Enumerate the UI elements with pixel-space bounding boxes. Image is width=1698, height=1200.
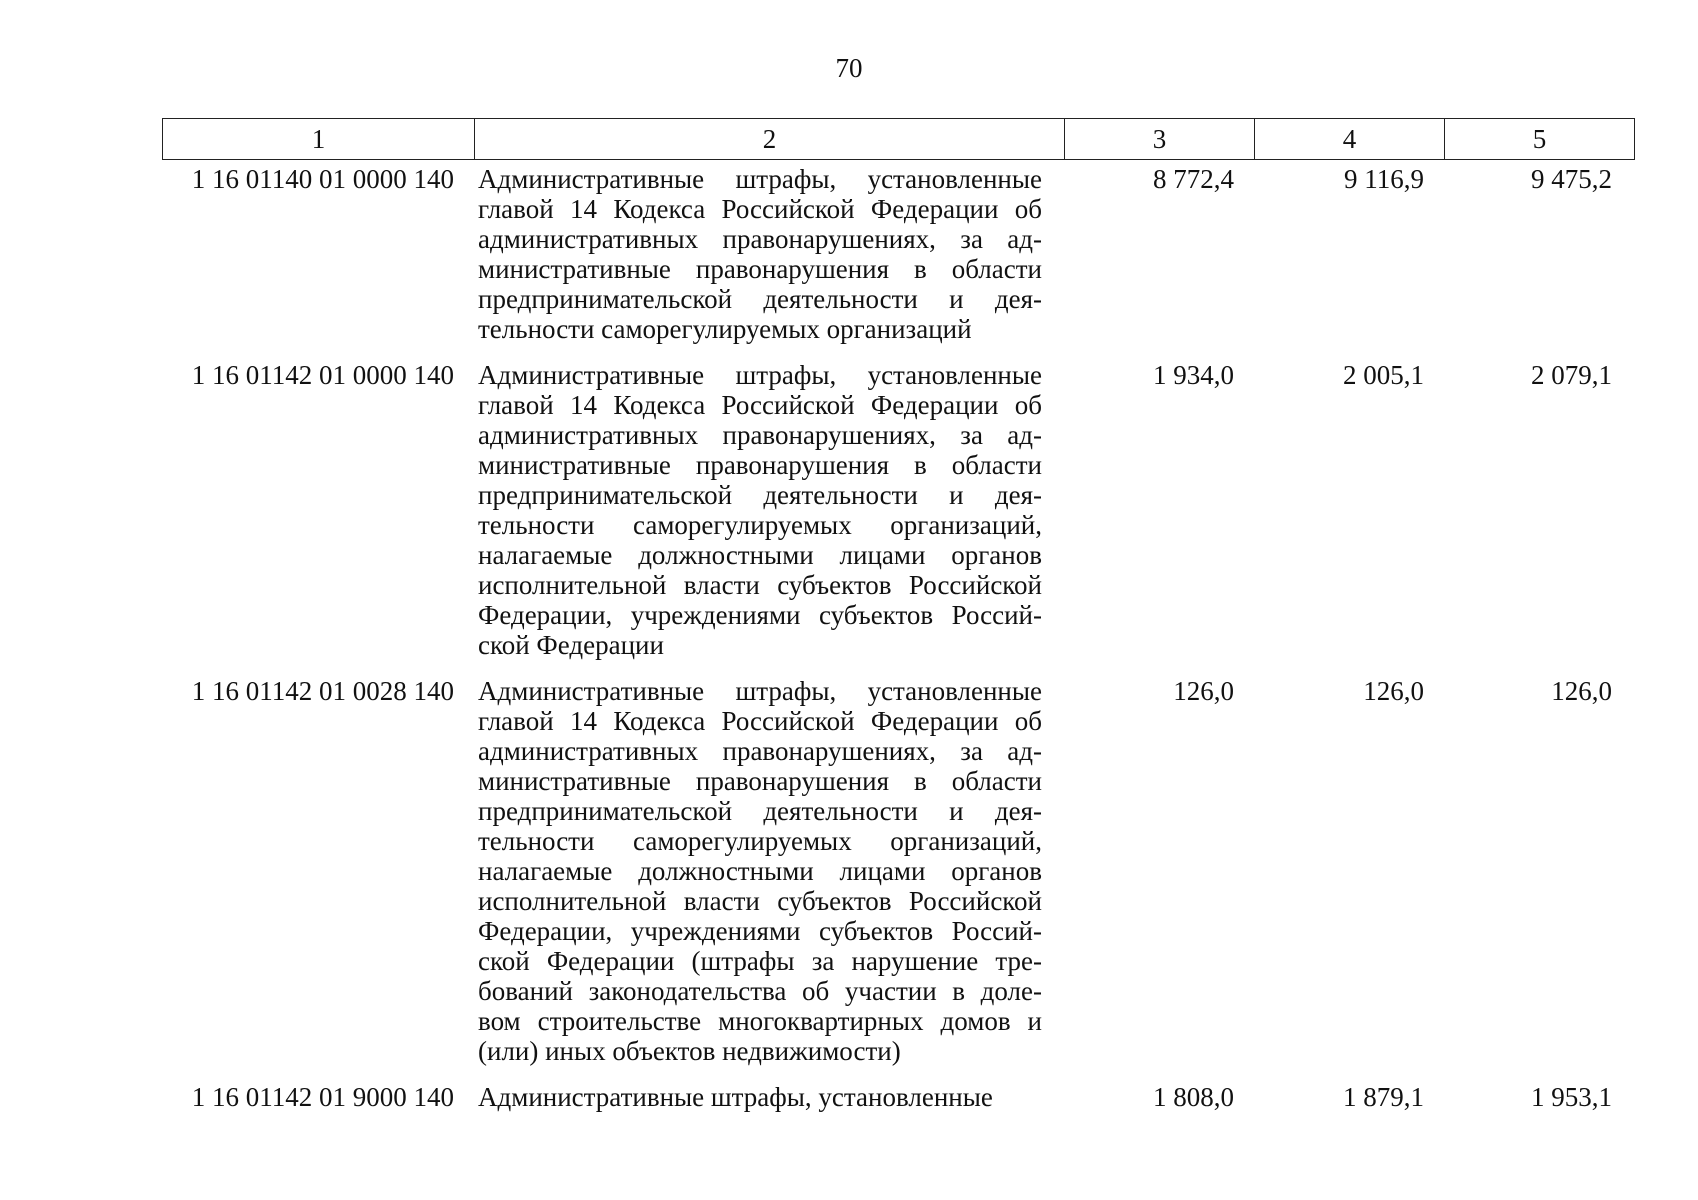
description: [464, 360, 1054, 660]
amount-col-5: 9 475,2: [1531, 164, 1612, 194]
description-line: Административные штрафы, установленные: [478, 1082, 993, 1112]
table-row: [162, 164, 1637, 344]
description-line: министративные правонарушения в области: [478, 450, 1042, 480]
description-line: административных правонарушениях, за ад-: [478, 224, 1042, 254]
description: [464, 1082, 1054, 1112]
amount-col-4: 1 879,1: [1343, 1082, 1424, 1112]
description: [464, 676, 1054, 1066]
budget-code: 1 16 01140 01 0000 140: [191, 164, 454, 194]
amount-col-5: 126,0: [1551, 676, 1612, 706]
description-line: предпринимательской деятельности и дея-: [478, 796, 1042, 826]
header-row: [163, 119, 1635, 160]
description-line: предпринимательской деятельности и дея-: [478, 480, 1042, 510]
description: [464, 164, 1054, 344]
header-col-4: 4: [1255, 119, 1445, 160]
description-line: (или) иных объектов недвижимости): [478, 1036, 901, 1066]
amount-col-5: 1 953,1: [1531, 1082, 1612, 1112]
description-line: ской Федерации: [478, 630, 664, 660]
table-row: [162, 360, 1637, 660]
amount-col-3: 126,0: [1173, 676, 1234, 706]
description-line: бований законодательства об участии в доле-: [478, 976, 1042, 1006]
table-body: [162, 164, 1637, 1128]
description-line: административных правонарушениях, за ад-: [478, 736, 1042, 766]
description-line: Административные штрафы, установленные: [478, 164, 1042, 194]
header-col-2: 2: [475, 119, 1065, 160]
amount-col-4: 126,0: [1363, 676, 1424, 706]
budget-code: 1 16 01142 01 0000 140: [191, 360, 454, 390]
description-line: главой 14 Кодекса Российской Федерации об: [478, 706, 1042, 736]
description-line: налагаемые должностными лицами органов: [478, 856, 1042, 886]
description-line: исполнительной власти субъектов Российской: [478, 886, 1042, 916]
amount-col-3: 1 808,0: [1153, 1082, 1234, 1112]
page-number: 70: [835, 53, 863, 83]
header-col-3: 3: [1065, 119, 1255, 160]
table-row: [162, 1082, 1637, 1112]
description-line: налагаемые должностными лицами органов: [478, 540, 1042, 570]
header-col-5: 5: [1445, 119, 1635, 160]
amount-col-3: 1 934,0: [1153, 360, 1234, 390]
header-col-1: 1: [163, 119, 475, 160]
description-line: министративные правонарушения в области: [478, 254, 1042, 284]
description-line: Федерации, учреждениями субъектов Россий-: [478, 600, 1042, 630]
description-line: главой 14 Кодекса Российской Федерации об: [478, 390, 1042, 420]
description-line: тельности саморегулируемых организаций,: [478, 826, 1042, 856]
amount-col-4: 9 116,9: [1344, 164, 1424, 194]
budget-code: 1 16 01142 01 9000 140: [191, 1082, 454, 1112]
description-line: министративные правонарушения в области: [478, 766, 1042, 796]
amount-col-3: 8 772,4: [1153, 164, 1234, 194]
description-line: главой 14 Кодекса Российской Федерации об: [478, 194, 1042, 224]
description-line: вом строительстве многоквартирных домов и: [478, 1006, 1042, 1036]
description-line: Административные штрафы, установленные: [478, 360, 1042, 390]
description-line: Административные штрафы, установленные: [478, 676, 1042, 706]
amount-col-4: 2 005,1: [1343, 360, 1424, 390]
description-line: исполнительной власти субъектов Российской: [478, 570, 1042, 600]
description-line: Федерации, учреждениями субъектов Россий-: [478, 916, 1042, 946]
amount-col-5: 2 079,1: [1531, 360, 1612, 390]
description-line: тельности саморегулируемых организаций: [478, 314, 972, 344]
budget-code: 1 16 01142 01 0028 140: [191, 676, 454, 706]
table-row: [162, 676, 1637, 1066]
table-header: [162, 118, 1635, 160]
description-line: ской Федерации (штрафы за нарушение тре-: [478, 946, 1042, 976]
description-line: тельности саморегулируемых организаций,: [478, 510, 1042, 540]
description-line: административных правонарушениях, за ад-: [478, 420, 1042, 450]
description-line: предпринимательской деятельности и дея-: [478, 284, 1042, 314]
